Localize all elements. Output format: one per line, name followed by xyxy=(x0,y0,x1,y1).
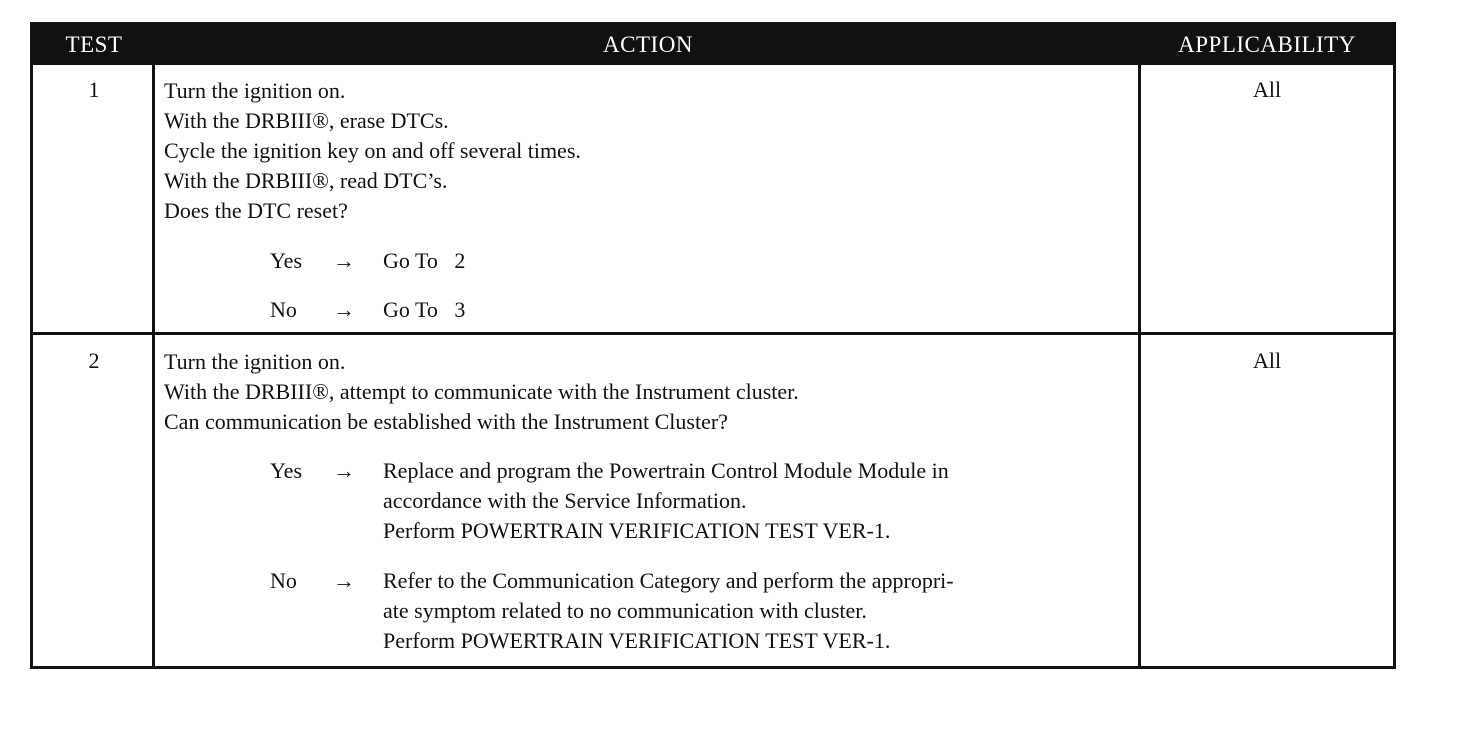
action-line: Does the DTC reset? xyxy=(164,198,348,223)
test-number: 2 xyxy=(88,348,100,373)
branch-label: Yes xyxy=(270,458,303,483)
table-row xyxy=(33,65,1393,332)
header-applicability: APPLICABILITY xyxy=(1178,32,1356,57)
arrow-right-icon: → xyxy=(333,297,355,322)
action-line: Turn the ignition on. xyxy=(164,78,346,103)
applicability-value: All xyxy=(1252,77,1282,102)
branch-label: No xyxy=(270,568,297,593)
action-instructions xyxy=(164,347,1144,437)
action-line: With the DRBIII®, erase DTCs. xyxy=(164,108,449,133)
action-instructions xyxy=(164,76,1144,226)
test-number: 1 xyxy=(88,77,100,102)
arrow-right-icon: → xyxy=(333,568,355,593)
branch-line: Perform POWERTRAIN VERIFICATION TEST VER-1. xyxy=(383,628,891,653)
action-line: Cycle the ignition key on and off several times. xyxy=(164,138,581,163)
action-line: Turn the ignition on. xyxy=(164,349,346,374)
branch-line: Go To 2 xyxy=(383,248,466,273)
branch-result xyxy=(383,295,1143,325)
action-line: With the DRBIII®, read DTC’s. xyxy=(164,168,448,193)
branch-line: accordance with the Service Information. xyxy=(383,488,747,513)
branch-label: Yes xyxy=(270,248,303,273)
action-line: With the DRBIII®, attempt to communicate with the Instrument cluster. xyxy=(164,379,799,404)
branch-line: Replace and program the Powertrain Control Module Module in xyxy=(383,458,949,483)
branch-line: ate symptom related to no communication with cluster. xyxy=(383,598,867,623)
branch-line: Refer to the Communication Category and perform the appropri- xyxy=(383,568,954,593)
branch-result xyxy=(383,246,1143,276)
table-row xyxy=(33,335,1393,653)
branch-label: No xyxy=(270,297,297,322)
branch-line: Go To 3 xyxy=(383,297,466,322)
action-line: Can communication be established with the Instrument Cluster? xyxy=(164,409,728,434)
header-test: TEST xyxy=(65,32,123,57)
branch-result xyxy=(383,566,1143,656)
applicability-value: All xyxy=(1252,348,1282,373)
branch-result xyxy=(383,456,1143,546)
diagnostic-test-table xyxy=(30,22,1396,669)
arrow-right-icon: → xyxy=(333,458,355,483)
header-action: ACTION xyxy=(603,32,693,57)
arrow-right-icon: → xyxy=(333,248,355,273)
branch-line: Perform POWERTRAIN VERIFICATION TEST VER-1. xyxy=(383,518,891,543)
table-header xyxy=(33,25,1393,65)
